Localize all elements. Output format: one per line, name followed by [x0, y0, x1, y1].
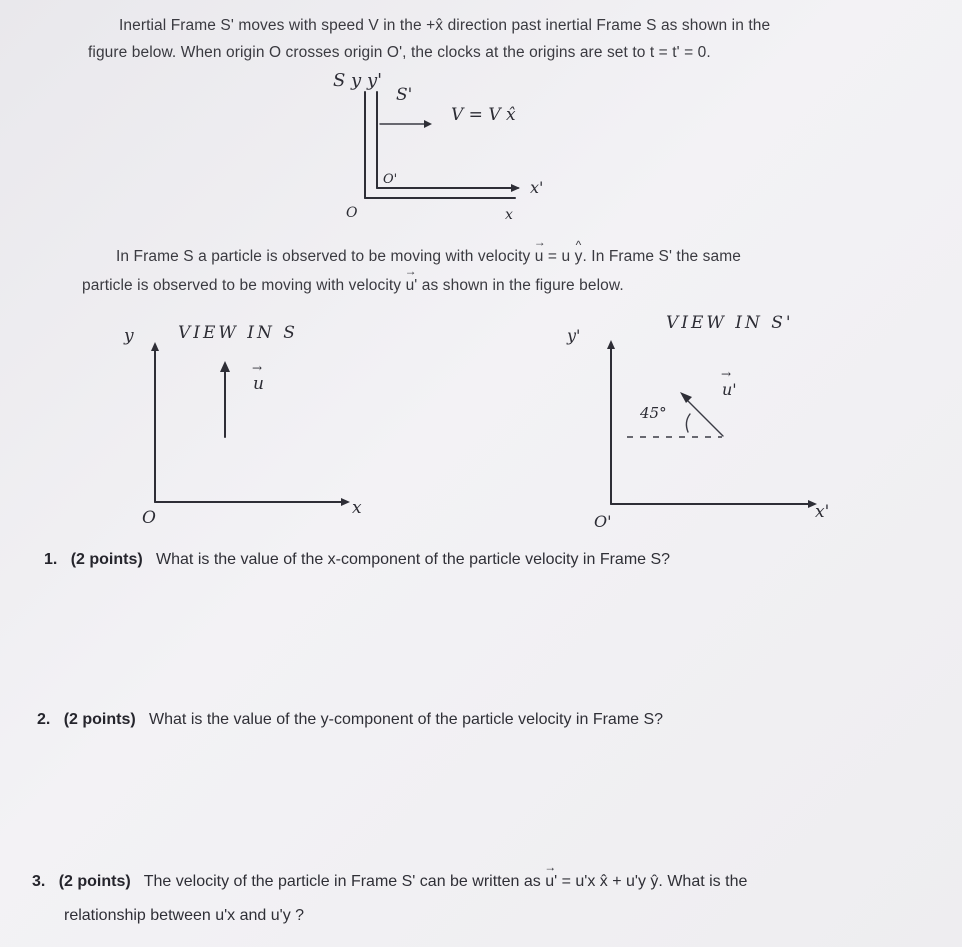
question-3-text-b: = u'x x̂ + u'y ŷ. [561, 873, 663, 890]
question-3-line-2: relationship between u'x and u'y ? [64, 907, 305, 924]
view-s-title: VIEW IN S [178, 323, 298, 343]
angle-label: 45° [640, 404, 667, 422]
question-3-text-a: The velocity of the particle in Frame S' can be written as [143, 873, 541, 890]
label-origin-o-prime: O' [383, 172, 398, 187]
question-1-text: What is the value of the x-component of the particle velocity in Frame S? [156, 551, 671, 568]
question-3 [32, 873, 747, 891]
u-prime-vector-symbol: → u' [406, 277, 418, 295]
question-2-number: 2. [37, 711, 51, 728]
middle-line-1-a: In Frame S a particle is observed to be moving with velocity [116, 248, 531, 265]
question-1 [44, 551, 670, 569]
view-s-y-arrowhead [151, 342, 159, 351]
label-x: x [505, 207, 513, 223]
velocity-label: V = V x̂ [451, 105, 516, 125]
question-1-points: (2 points) [70, 551, 143, 568]
question-3-u-prime: → u' [545, 873, 557, 891]
view-s-x-label: x [352, 498, 362, 518]
question-3-points: (2 points) [58, 873, 131, 890]
middle-line-1-c: . In Frame S' the same [582, 248, 741, 265]
y-hat-symbol: ^ y [575, 248, 583, 266]
u-vector-arrowhead [220, 361, 230, 372]
middle-line-1-b: = u [547, 248, 571, 265]
view-s-prime-y-arrowhead [607, 340, 615, 349]
label-origin-o: O [346, 205, 358, 221]
question-2 [37, 711, 663, 729]
label-s-y-yprime: S y y' [333, 70, 383, 91]
u-prime-arrowhead [680, 392, 692, 403]
view-s-x-arrowhead [341, 498, 350, 506]
question-3-number: 3. [32, 873, 46, 890]
angle-arc [686, 414, 690, 432]
intro-line-1: Inertial Frame S' moves with speed V in the +x̂ direction past inertial Frame S as shown in the [119, 17, 771, 34]
view-s-y-label: y [124, 326, 134, 346]
question-2-points: (2 points) [63, 711, 136, 728]
label-x-prime: x' [530, 178, 544, 197]
view-s-prime-x-label: x' [815, 502, 830, 522]
u-vector-symbol: → u [535, 248, 544, 266]
view-s-origin: O [142, 508, 156, 528]
label-s-prime: S' [396, 85, 413, 105]
view-s-prime-origin: O' [594, 512, 612, 531]
view-s-prime-title: VIEW IN S' [666, 313, 794, 333]
view-s-prime-u-label: → u' [722, 380, 737, 399]
middle-line-2 [82, 277, 624, 295]
middle-line-2-b: as shown in the figure below. [421, 277, 624, 294]
velocity-arrowhead [424, 120, 432, 128]
intro-line-2: figure below. When origin O crosses origin O', the clocks at the origins are set to t = t' = 0. [88, 44, 711, 61]
middle-line-2-a: particle is observed to be moving with velocity [82, 277, 402, 294]
x-prime-arrowhead [511, 184, 520, 192]
middle-line-1 [116, 248, 741, 266]
question-1-number: 1. [44, 551, 58, 568]
question-3-text-c: What is the [667, 873, 748, 890]
view-s-prime-y-label: y' [567, 326, 581, 345]
question-2-text: What is the value of the y-component of the particle velocity in Frame S? [149, 711, 664, 728]
view-s-u-label: → u [253, 374, 264, 394]
